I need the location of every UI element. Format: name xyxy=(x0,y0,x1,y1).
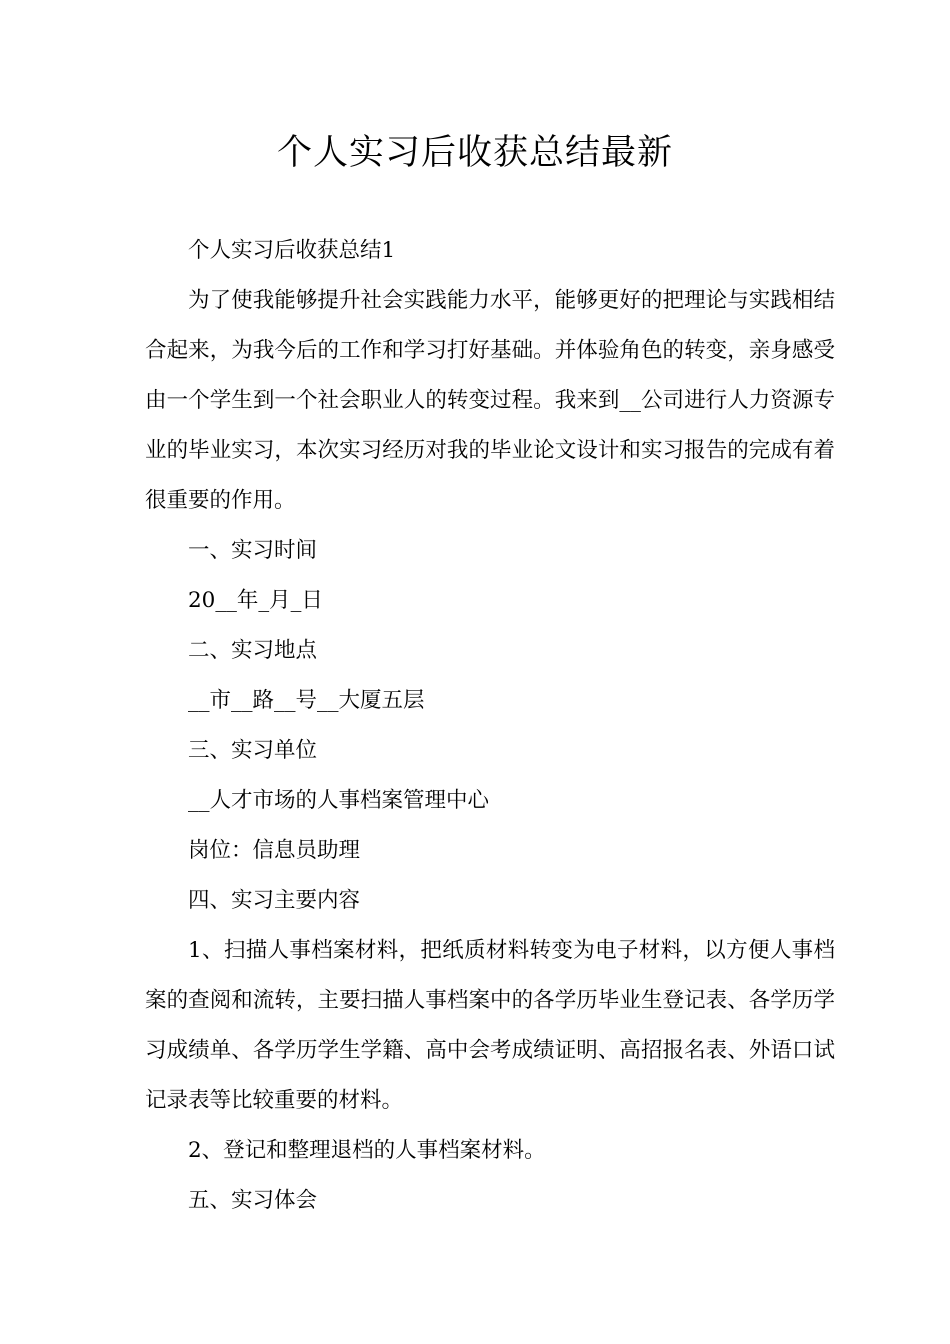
internship-address: __市__路__号__大厦五层 xyxy=(188,688,425,713)
section-heading-time: 一、实习时间 xyxy=(188,538,318,563)
document-title: 个人实习后收获总结最新 xyxy=(276,133,673,173)
section-heading-location: 二、实习地点 xyxy=(188,638,318,663)
intro-paragraph: 为了使我能够提升社会实践能力水平，能够更好的把理论与实践相结合起来，为我今后的工作和学习打好基础。并体验角色的转变，亲身感受由一个学生到一个社会职业人的转变过程。我来到__公司进行人力资源专业的毕业实习，本次实习经历对我的毕业论文设计和实习报告的完成有着很重要的作用。 xyxy=(145,288,835,513)
internship-unit: __人才市场的人事档案管理中心 xyxy=(188,788,490,813)
section-heading-experience: 五、实习体会 xyxy=(188,1188,318,1213)
document-body xyxy=(145,226,835,1226)
section-heading-content: 四、实习主要内容 xyxy=(188,888,361,913)
internship-position: 岗位：信息员助理 xyxy=(188,838,361,863)
internship-date: 20__年_月_日 xyxy=(188,588,323,613)
content-item-1: 1、扫描人事档案材料，把纸质材料转变为电子材料，以方便人事档案的查阅和流转，主要扫描人事档案中的各学历毕业生登记表、各学历学习成绩单、各学历学生学籍、高中会考成绩证明、高招报名表、外语口试记录表等比较重要的材料。 xyxy=(145,938,835,1113)
section-heading-summary-1: 个人实习后收获总结1 xyxy=(188,238,396,263)
section-heading-unit: 三、实习单位 xyxy=(188,738,318,763)
content-item-2: 2、登记和整理退档的人事档案材料。 xyxy=(188,1138,546,1163)
